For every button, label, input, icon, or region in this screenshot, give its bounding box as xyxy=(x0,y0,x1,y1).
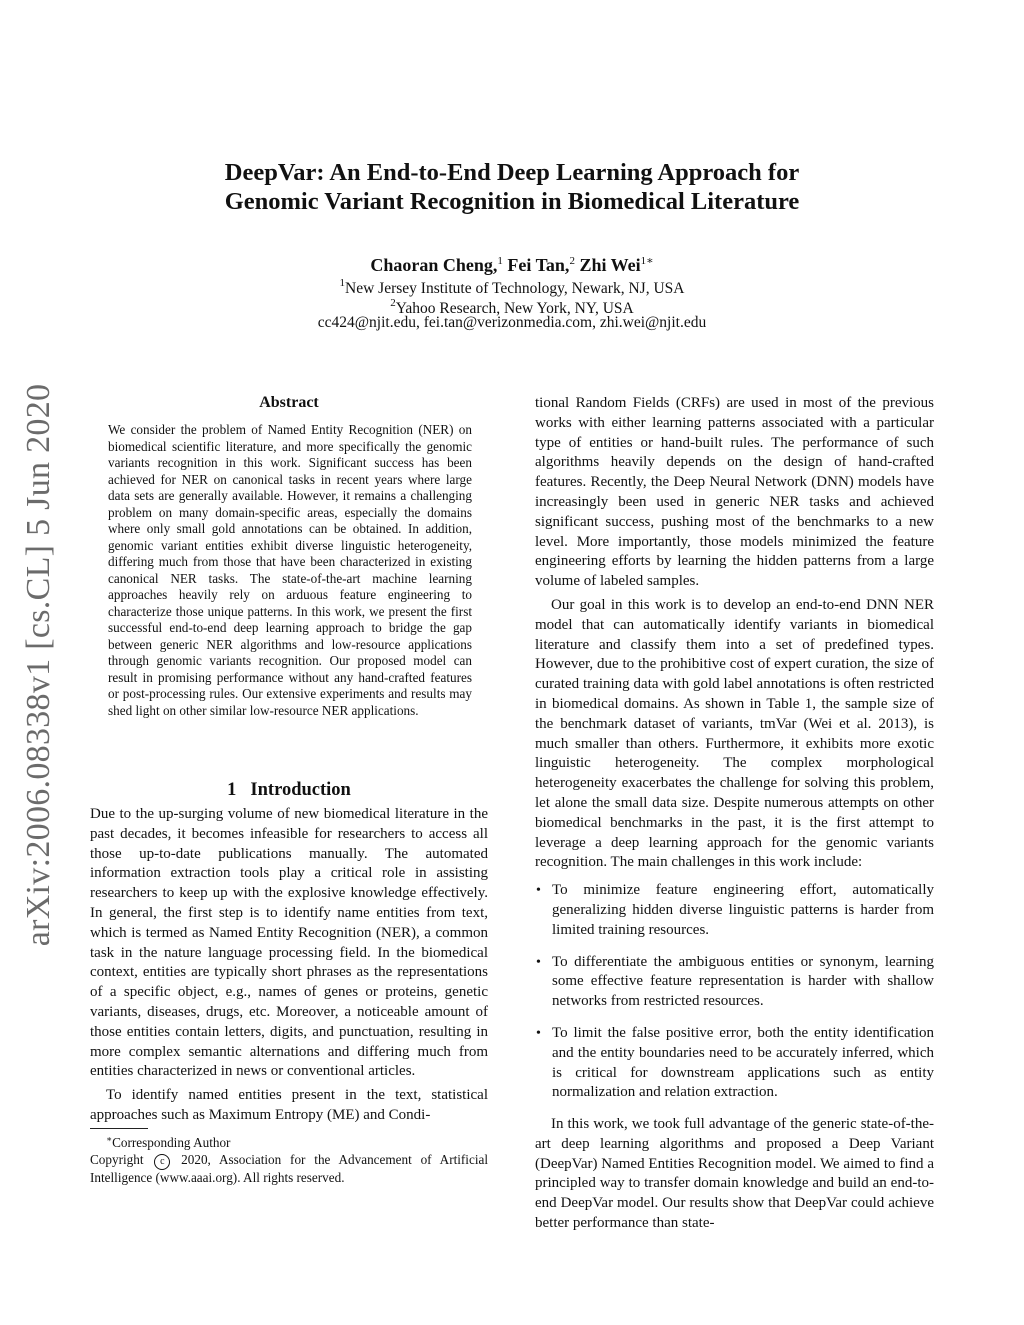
copyright-word: Copyright xyxy=(90,1151,144,1167)
list-item-text: To differentiate the ambiguous entities or synonym, learning some effective feature representation is harder with shallow networks from restricted resources. xyxy=(552,953,934,1010)
abstract-heading: Abstract xyxy=(259,394,319,411)
author-emails: cc424@njit.edu, fei.tan@verizonmedia.com, zhi.wei@njit.edu xyxy=(317,314,707,331)
section-title: Introduction xyxy=(250,780,351,800)
footnote-mark: ∗ xyxy=(106,1134,113,1144)
list-item xyxy=(535,881,934,940)
author-affil-mark: 1∗ xyxy=(640,255,654,267)
title-line-2: Genomic Variant Recognition in Biomedical Literature xyxy=(224,188,800,215)
affiliation-mark: 1 xyxy=(339,277,346,289)
intro-paragraph-2: To identify named entities present in the text, statistical approaches such as Maximum Entropy (ME) and Condi- xyxy=(90,1087,488,1123)
abstract-text: We consider the problem of Named Entity Recognition (NER) on biomedical scientific literature, and more specifically the genomic variants recognition in this work. Significant success has been achieved for NER on canonical tasks in recent years where large data sets are generally available. However, it remains a challenging problem on many domain-specific areas, especially the domains where only small gold annotations can be obtained. In addition, genomic variant entities exhibit diverse linguistic heterogeneity, differing much from those that have been characterized in existing canonical NER tasks. The state-of-the-art machine learning approaches heavily rely on arduous feature engineering to characterize those unique patterns. In this work, we present the first successful end-to-end deep learning approach to bridge the gap between generic NER algorithms and low-resource applications through genomic variants recognition. Our proposed model can result in promising performance without any hand-crafted features or post-processing rules. Our extensive experiments and results may shed light on other similar low-resource NER applications. xyxy=(108,422,472,718)
affiliation-text: New Jersey Institute of Technology, Newark, NJ, USA xyxy=(345,280,685,297)
bullet-icon: • xyxy=(536,954,541,970)
author-affil-mark: 2 xyxy=(569,255,575,267)
right-column xyxy=(535,394,934,1234)
right-paragraph-1: tional Random Fields (CRFs) are used in most of the previous works with either learning patterns associated with a particular type of entities or hand-built rules. The performance of such algorithms heavily depends on the design of hand-crafted features. Recently, the Deep Neural Network (DNN) models have increasingly been used in generic NER tasks and achieved significant success, pushing most of the benchmarks to a new level. More importantly, those models minimized the feature engineering efforts by learning the hidden patterns from a large volume of labeled samples. xyxy=(535,395,934,590)
footnote xyxy=(90,1131,488,1186)
arxiv-stamp xyxy=(14,365,64,965)
list-item-text: To limit the false positive error, both the entity identification and the entity boundaries need to be accurately inferred, which is critical for downstream applications such as entity normalization and relation extraction. xyxy=(552,1024,934,1101)
title-line-1: DeepVar: An End-to-End Deep Learning Approach for xyxy=(224,159,800,186)
list-item xyxy=(535,1024,934,1103)
challenges-list xyxy=(535,881,934,1103)
affiliation-text: Yahoo Research, New York, NY, USA xyxy=(395,300,634,317)
author-name: Chaoran Cheng, xyxy=(370,255,498,275)
author-name: Fei Tan, xyxy=(507,255,570,275)
footnote-corresponding-text: Corresponding Author xyxy=(112,1135,231,1150)
right-paragraph-2: Our goal in this work is to develop an end-to-end DNN NER model that can automatically identify variants in biomedical literature and classify them into a set of predefined types. However, due to the prohibitive cost of expert curation, the size of curated training data with gold label annotations is often restricted in biomedical domains. As shown in Table 1, the sample size of the benchmark dataset of variants, tmVar (Wei et al. 2013), is much smaller than others. Furthermore, it exhibits more exotic linguistic heterogeneity. The complex morphological heterogeneity exacerbates the challenge for solving this problem, let alone the small data size. Despite numerous attempts on other biomedical benchmarks in the past, it is the first attempt to leverage a deep learning approach for the genomic variants recognition. The main challenges in this work include: xyxy=(535,596,934,871)
list-item xyxy=(535,953,934,1012)
copyright-text: 2020, Association for the Advancement of Artificial Intelligence (www.aaai.org). All rights reserved. xyxy=(90,1151,489,1185)
author-name: Zhi Wei xyxy=(579,255,641,275)
author-affil-mark: 1 xyxy=(497,255,503,267)
affiliation-mark: 2 xyxy=(390,297,396,309)
footnote-corresponding xyxy=(90,1131,488,1152)
footnote-copyright xyxy=(90,1152,488,1187)
intro-paragraph-1: Due to the up-surging volume of new biomedical literature in the past decades, it becomes infeasible for researchers to access all those up-to-date publications manually. The automated information extraction tools play a critical role in assisting researchers to keep up with the explosive knowledge effectively. In general, the first step is to identify name entities from text, which is termed as Named Entity Recognition (NER), a common task in the nature language processing field. In the biomedical context, entities are typically short phrases as the representations of a specific object, e.g., names of genes or proteins, genetic variants, diseases, drugs, etc. Moreover, a noticeable amount of those entities contain letters, digits, and punctuation, resulting in more complex semantic alternations and differing much from entities characterized in news or conventional articles. xyxy=(90,806,488,1080)
section-number: 1 xyxy=(227,780,237,800)
bullet-icon: • xyxy=(536,1025,541,1041)
copyright-icon: c xyxy=(154,1154,170,1170)
section-heading-introduction xyxy=(90,780,488,801)
right-paragraph-3: In this work, we took full advantage of the generic state-of-the-art deep learning algorithms and proposed a Deep Variant (DeepVar) Named Entities Recognition model. We aimed to find a principled way to transfer domain knowledge and build an end-to-end DeepVar model. Our results show that DeepVar could achieve better performance than state- xyxy=(535,1116,934,1232)
footnote-divider xyxy=(90,1128,148,1129)
bullet-icon: • xyxy=(536,883,541,899)
paper-title xyxy=(0,158,1024,216)
arxiv-stamp-text: arXiv:2006.08338v1 [cs.CL] 5 Jun 2020 xyxy=(20,383,57,947)
intro-body xyxy=(90,805,488,1126)
list-item-text: To minimize feature engineering effort, automatically generalizing hidden diverse linguistic patterns is harder from limited training resources. xyxy=(552,882,934,938)
